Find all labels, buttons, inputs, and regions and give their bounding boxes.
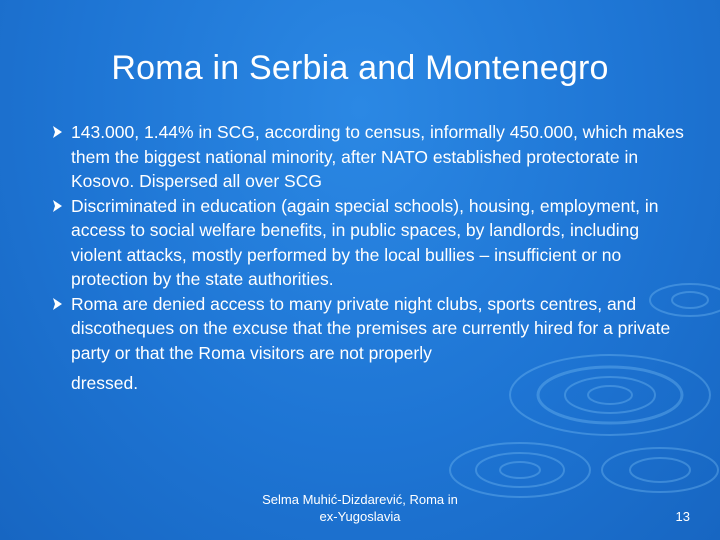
bullet-list [52, 120, 692, 396]
bullet-item [52, 194, 692, 292]
bullet-item [52, 292, 692, 396]
footer-topic: ex-Yugoslavia [319, 509, 401, 524]
slide-title: Roma in Serbia and Montenegro [111, 49, 609, 87]
page-number: 13 [675, 509, 690, 524]
bullet-text: 143.000, 1.44% in SCG, according to census, informally 450.000, which makes them the biggest national minority, after NATO established protectorate in Kosovo. Dispersed all over SCG [71, 122, 684, 191]
bullet-continuation: dressed. [71, 373, 139, 393]
arrowhead-bullet-icon [52, 298, 62, 310]
bullet-item [52, 120, 692, 194]
footer-author: Selma Muhić-Dizdarević, Roma in [262, 492, 458, 507]
arrowhead-bullet-icon [52, 126, 62, 138]
slide-footer [230, 491, 490, 525]
arrowhead-bullet-icon [52, 200, 62, 212]
bullet-text: Roma are denied access to many private night clubs, sports centres, and discotheques on the excuse that the premises are currently hired for a private party or that the Roma visitors are not properly [71, 293, 671, 363]
bullet-text: Discriminated in education (again special schools), housing, employment, in access to social welfare benefits, in public spaces, by landlords, including violent attacks, mostly performed by the local bullies – insufficient or no protection by the state authorities. [71, 195, 659, 289]
